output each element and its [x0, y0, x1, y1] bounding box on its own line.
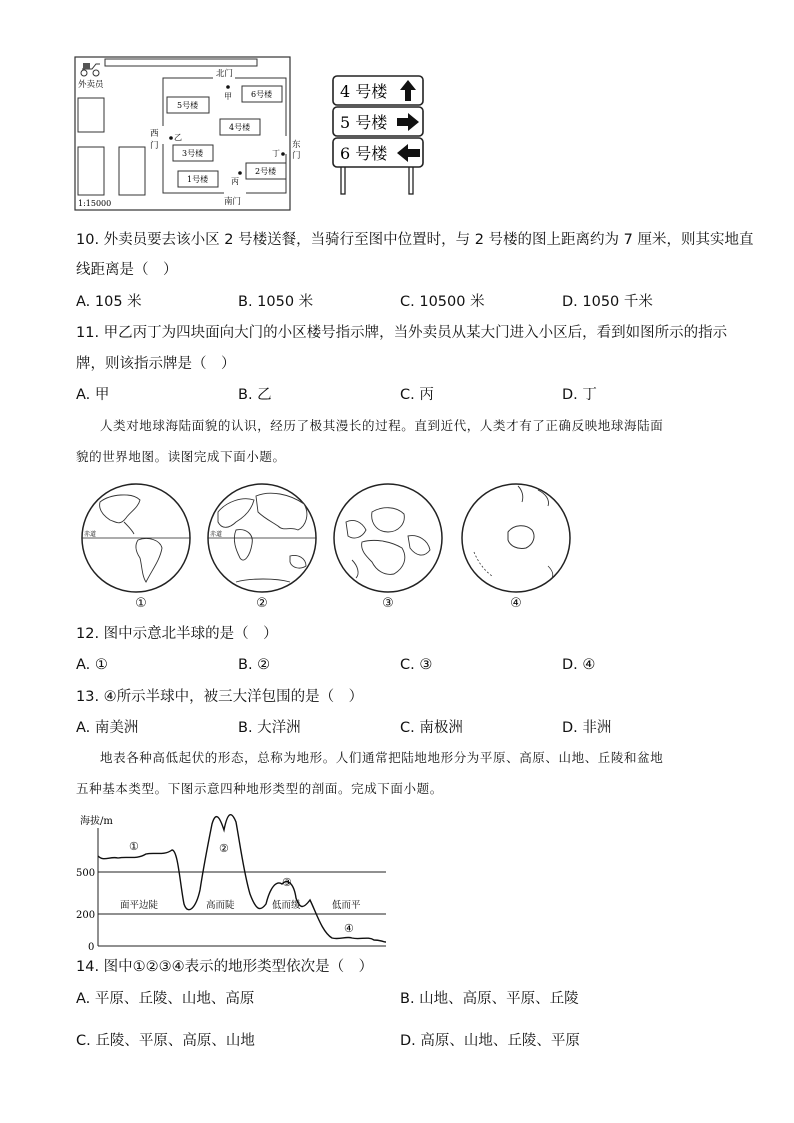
q10-option-a[interactable]: A. 105 米 [76, 294, 142, 310]
globe-label-4: ④ [510, 596, 522, 611]
point-bing-label: 丙 [231, 177, 239, 186]
building-5-label: 5号楼 [177, 101, 199, 110]
north-gate-label: 北门 [216, 69, 234, 79]
point-jia-label: 甲 [224, 92, 232, 101]
sign-row-1-label: 4 号楼 [340, 82, 388, 101]
globe-1 [80, 482, 192, 594]
q13-option-b[interactable]: B. 大洋洲 [238, 720, 301, 736]
tick-200: 200 [76, 910, 96, 921]
q10-option-b[interactable]: B. 1050 米 [238, 294, 314, 310]
intro-2-line1: 地表各种高低起伏的形态，总称为地形。人们通常把陆地地形分为平原、高原、山地、丘陵和盆地 [100, 750, 664, 765]
point-yi-label: 乙 [174, 133, 182, 142]
q11-option-a[interactable]: A. 甲 [76, 387, 110, 403]
tick-0: 0 [88, 942, 95, 953]
question-14: 14. 图中①②③④表示的地形类型依次是（ ） [76, 959, 374, 975]
q13-option-a[interactable]: A. 南美洲 [76, 720, 139, 736]
svg-text:赤道: 赤道 [84, 531, 97, 538]
question-10-line1: 10. 外卖员要去该小区 2 号楼送餐，当骑行至图中位置时，与 2 号楼的图上距离约为 7 厘米，则其实地直 [76, 232, 754, 248]
profile-ylabel: 海拔/m [80, 816, 113, 827]
svg-text:门: 门 [150, 141, 159, 151]
sign-row-3-label: 6 号楼 [340, 144, 388, 163]
q12-option-b[interactable]: B. ② [238, 657, 271, 673]
east-gate-text: 东 门 [292, 140, 301, 161]
building-4-label: 4号楼 [229, 123, 251, 132]
q11-option-c[interactable]: C. 丙 [400, 387, 434, 403]
building-2-label: 2号楼 [255, 167, 277, 176]
question-11-line2: 牌，则该指示牌是（ ） [76, 356, 236, 372]
profile-marker-1: ① [129, 840, 139, 853]
community-map [74, 56, 292, 212]
question-10-line2: 线距离是（ ） [76, 262, 178, 278]
sign-row-2-label: 5 号楼 [340, 113, 388, 132]
building-6-label: 6号楼 [251, 90, 273, 99]
point-ding-label: 丁 [272, 149, 280, 158]
intro-1-line2: 貌的世界地图。读图完成下面小题。 [76, 449, 286, 464]
q14-option-b[interactable]: B. 山地、高原、平原、丘陵 [400, 991, 579, 1007]
building-3-label: 3号楼 [182, 149, 204, 158]
terrain-profile-line [98, 815, 386, 942]
profile-label-4: 低而平 [332, 900, 361, 911]
west-gate-label: 西 [150, 129, 159, 139]
courier-label: 外卖员 [78, 80, 104, 90]
profile-marker-2: ② [219, 842, 229, 855]
question-13: 13. ④所示半球中，被三大洋包围的是（ ） [76, 689, 364, 705]
question-12: 12. 图中示意北半球的是（ ） [76, 626, 278, 642]
globe-2 [206, 482, 318, 594]
terrain-profile-chart [74, 804, 394, 954]
globe-3 [332, 482, 444, 594]
profile-marker-3: ③ [282, 876, 292, 889]
profile-label-2: 高而陡 [206, 900, 235, 911]
profile-label-1: 面平边陡 [120, 900, 159, 911]
scale-label: 1:15000 [78, 199, 112, 208]
profile-marker-4: ④ [344, 922, 354, 935]
tick-500: 500 [76, 868, 96, 879]
intro-2-line2: 五种基本类型。下图示意四种地形类型的剖面。完成下面小题。 [76, 781, 443, 796]
globe-4 [460, 482, 572, 594]
q10-option-c[interactable]: C. 10500 米 [400, 294, 485, 310]
q10-option-d[interactable]: D. 1050 千米 [562, 294, 653, 310]
q11-option-d[interactable]: D. 丁 [562, 387, 597, 403]
building-1-label: 1号楼 [187, 175, 209, 184]
question-11-line1: 11. 甲乙丙丁为四块面向大门的小区楼号指示牌，当外卖员从某大门进入小区后，看到如图所示的指示 [76, 325, 728, 341]
q14-option-c[interactable]: C. 丘陵、平原、高原、山地 [76, 1033, 255, 1049]
q12-option-c[interactable]: C. ③ [400, 657, 433, 673]
q14-option-a[interactable]: A. 平原、丘陵、山地、高原 [76, 991, 255, 1007]
intro-1-line1: 人类对地球海陆面貌的认识，经历了极其漫长的过程。直到近代，人类才有了正确反映地球海陆面 [100, 418, 664, 433]
q14-option-d[interactable]: D. 高原、山地、丘陵、平原 [400, 1033, 580, 1049]
q12-option-d[interactable]: D. ④ [562, 657, 596, 673]
q13-option-c[interactable]: C. 南极洲 [400, 720, 463, 736]
globe-label-2: ② [256, 596, 268, 611]
globe-label-3: ③ [382, 596, 394, 611]
q12-option-a[interactable]: A. ① [76, 657, 108, 673]
globe-label-1: ① [135, 596, 147, 611]
building-signboard [330, 74, 426, 196]
q13-option-d[interactable]: D. 非洲 [562, 720, 612, 736]
south-gate-label: 南门 [224, 197, 242, 207]
svg-text:赤道: 赤道 [210, 531, 223, 538]
q11-option-b[interactable]: B. 乙 [238, 387, 272, 403]
profile-label-3: 低而缓 [272, 900, 301, 911]
